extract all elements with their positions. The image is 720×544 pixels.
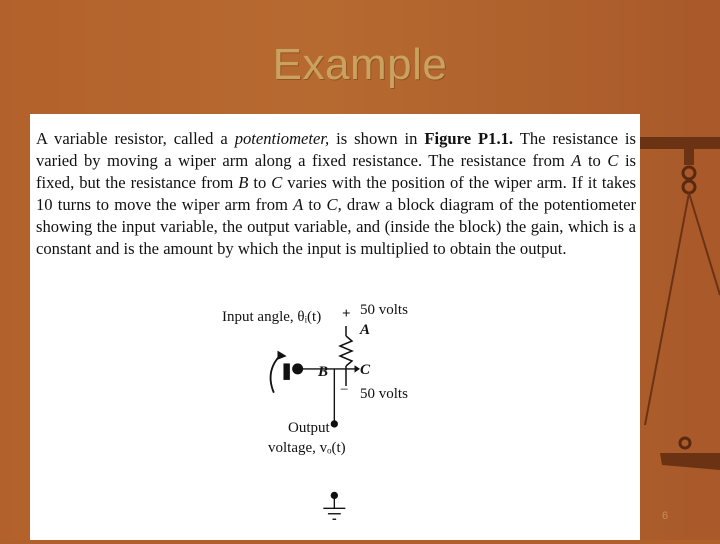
- input-angle-label: Input angle, θᵢ(t): [222, 309, 322, 325]
- problem-figure: [30, 114, 640, 540]
- slide-title: Example: [272, 40, 448, 89]
- problem-text-run: potentiometer,: [234, 129, 330, 148]
- problem-text-run: to: [248, 173, 272, 192]
- output-voltage-label: voltage, vₒ(t): [268, 440, 346, 456]
- problem-text-run: A variable resistor, called a: [36, 129, 235, 148]
- resistor-symbol: [330, 326, 360, 396]
- problem-text-run: A: [293, 195, 304, 214]
- balance-scale-decoration: [640, 125, 720, 505]
- problem-text-run: The resistance is varied by moving a wiper arm along a fixed resistance. The resistance from: [36, 129, 641, 170]
- problem-text-run: C: [271, 173, 283, 192]
- plus-sign: +: [342, 306, 351, 322]
- problem-text-run: C,: [326, 195, 342, 214]
- output-label: Output: [288, 420, 330, 436]
- minus-sign: −: [340, 382, 349, 398]
- problem-text: [36, 128, 641, 260]
- node-c-label: C: [360, 362, 371, 378]
- problem-text-run: draw a block diagram of the potentiometer showing the input variable, the output variable, and (inside the block) the gain, which is a constant and is the amount by which the input is multiplied to obtain the output.: [36, 195, 641, 258]
- problem-text-run: A: [571, 151, 582, 170]
- node-a-label: A: [360, 322, 371, 338]
- output-terminal: [331, 420, 338, 427]
- problem-text-run: to: [581, 151, 608, 170]
- problem-text-run: to: [303, 195, 327, 214]
- rotation-arrow: [271, 354, 282, 393]
- node-b-label: B: [318, 364, 329, 380]
- problem-text-run: is shown in: [329, 129, 425, 148]
- bottom-voltage-label: 50 volts: [360, 386, 408, 402]
- rotation-arrowhead: [278, 351, 287, 360]
- problem-text-run: Figure P1.1.: [424, 129, 514, 148]
- problem-text-run: varies with the position of the wiper arm. If it takes 10 turns to move the wiper arm from: [36, 173, 641, 214]
- problem-text-run: B: [238, 173, 249, 192]
- top-voltage-label: 50 volts: [360, 302, 408, 318]
- problem-text-run: C: [607, 151, 619, 170]
- problem-text-run: is fixed, but the resistance from: [36, 151, 641, 192]
- slide-number: 6: [662, 510, 669, 522]
